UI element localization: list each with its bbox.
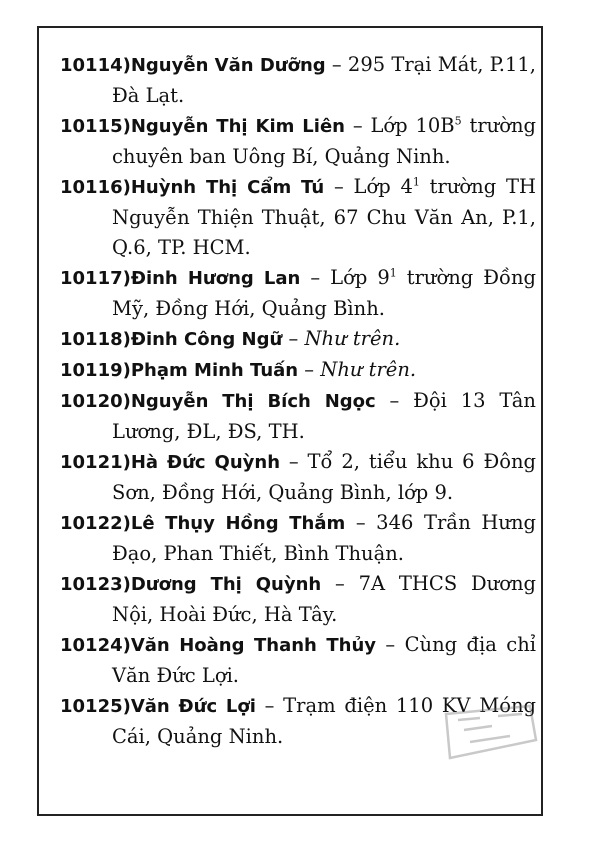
separator: – <box>282 327 305 350</box>
separator: – <box>375 389 414 412</box>
entry-address: Như trên. <box>304 327 401 350</box>
entry-name: Văn Đức Lợi <box>130 696 256 717</box>
list-item <box>60 111 536 172</box>
entry-name: Nguyễn Văn Dưỡng <box>130 55 326 76</box>
entry-name: Hà Đức Quỳnh <box>130 452 281 473</box>
separator: – <box>376 633 405 656</box>
separator: – <box>300 266 331 289</box>
list-item <box>60 324 536 355</box>
entry-number: 10117) <box>60 268 131 289</box>
separator: – <box>321 572 359 595</box>
entry-number: 10123) <box>60 574 131 595</box>
entry-address-cont: trường TH Nguyễn Thiện Thuật, 67 Chu Văn An, P.1, Q.6, TP. HCM. <box>112 175 536 259</box>
entry-address: 7A THCS Dương Nội, Hoài Đức, Hà Tây. <box>112 572 536 626</box>
separator: – <box>344 114 371 137</box>
entry-superscript: 1 <box>412 175 420 189</box>
entry-number: 10124) <box>60 635 131 656</box>
entry-address: Lớp 9 <box>330 266 390 289</box>
entry-name: Nguyễn Thị Kim Liên <box>130 116 345 137</box>
entry-name: Văn Hoàng Thanh Thủy <box>130 635 376 656</box>
entry-number: 10120) <box>60 391 131 412</box>
separator: – <box>298 358 321 381</box>
entry-superscript: 1 <box>389 266 397 280</box>
list-item <box>60 447 536 508</box>
entry-address: Lớp 4 <box>353 175 413 198</box>
entry-name: Dương Thị Quỳnh <box>130 574 322 595</box>
entry-address: 295 Trại Mát, P.11, Đà Lạt. <box>112 53 537 107</box>
entry-number: 10118) <box>60 329 131 350</box>
separator: – <box>345 511 377 534</box>
list-item <box>60 263 536 324</box>
entry-address: Tổ 2, tiểu khu 6 Đông Sơn, Đồng Hới, Quảng Bình, lớp 9. <box>112 450 536 504</box>
list-item <box>60 630 536 691</box>
list-item <box>60 355 536 386</box>
entry-number: 10114) <box>60 55 131 76</box>
entry-address: Trạm điện 110 KV Móng Cái, Quảng Ninh. <box>112 694 536 748</box>
entry-number: 10125) <box>60 696 131 717</box>
separator: – <box>255 694 284 717</box>
separator: – <box>280 450 308 473</box>
entry-address-cont: trường Đồng Mỹ, Đồng Hới, Quảng Bình. <box>112 266 536 320</box>
entry-number: 10119) <box>60 360 131 381</box>
entry-number: 10121) <box>60 452 131 473</box>
entry-address: Lớp 10B <box>370 114 455 137</box>
entry-list <box>60 50 536 752</box>
separator: – <box>324 175 354 198</box>
list-item <box>60 172 536 263</box>
list-item <box>60 50 536 111</box>
entry-name: Huỳnh Thị Cẩm Tú <box>130 177 325 198</box>
list-item <box>60 386 536 447</box>
entry-address: 346 Trần Hưng Đạo, Phan Thiết, Bình Thuận. <box>112 511 536 565</box>
entry-name: Phạm Minh Tuấn <box>130 360 299 381</box>
entry-superscript: 5 <box>454 114 462 128</box>
entry-name: Đinh Hương Lan <box>130 268 301 289</box>
entry-name: Lê Thụy Hồng Thắm <box>130 513 346 534</box>
entry-address-cont: trường chuyên ban Uông Bí, Quảng Ninh. <box>112 114 537 168</box>
entry-name: Nguyễn Thị Bích Ngọc <box>130 391 376 412</box>
entry-name: Đinh Công Ngữ <box>130 329 283 350</box>
entry-number: 10116) <box>60 177 131 198</box>
entry-address: Như trên. <box>320 358 417 381</box>
list-item <box>60 508 536 569</box>
separator: – <box>325 53 348 76</box>
entry-number: 10115) <box>60 116 131 137</box>
watermark-logo <box>440 700 540 766</box>
entry-number: 10122) <box>60 513 131 534</box>
list-item <box>60 569 536 630</box>
entry-address: Đội 13 Tân Lương, ĐL, ĐS, TH. <box>112 389 536 443</box>
entry-address: Cùng địa chỉ Văn Đức Lợi. <box>112 633 537 687</box>
